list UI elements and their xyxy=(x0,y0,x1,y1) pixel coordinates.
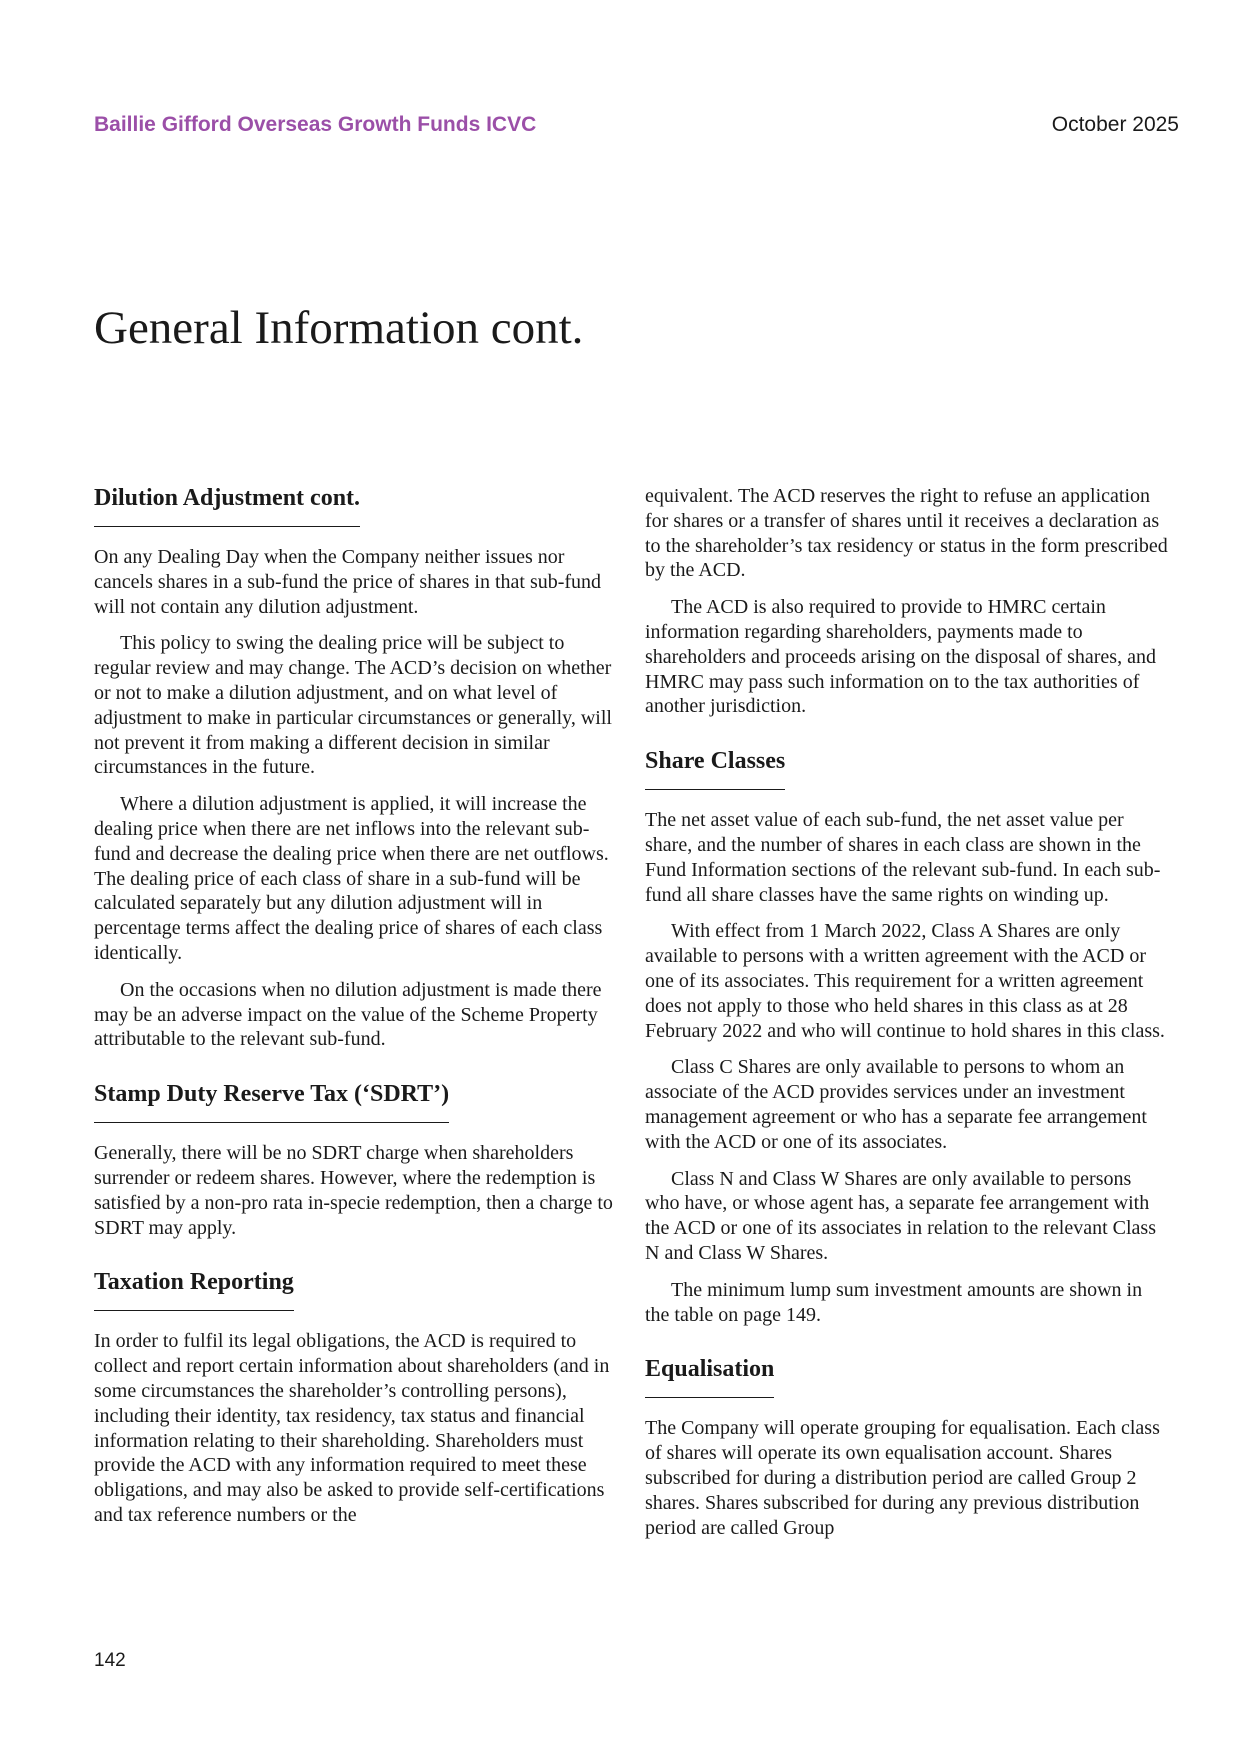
paragraph: equivalent. The ACD reserves the right to refuse an application for shares or a transfer of shares until it receives a declaration as to the shareholder’s tax residency or status in the form prescribed by the ACD. xyxy=(645,485,1168,582)
paragraph: On any Dealing Day when the Company neither issues nor cancels shares in a sub-fund the price of shares in that sub-fund will not contain any dilution adjustment. xyxy=(94,546,602,618)
right-column xyxy=(645,484,1170,1568)
paragraph: This policy to swing the dealing price will be subject to regular review and may change. The ACD’s decision on whether or not to make a dilution adjustment, and on what level of adjustment to make in particular circumstances or generally, will not prevent it from making a different decision in similar circumstances in the future. xyxy=(94,632,612,779)
paragraph: The Company will operate grouping for equalisation. Each class of shares will operate its own equalisation account. Shares subscribed for during a distribution period are called Group 2 shares. Shares subscribed for during any previous distribution period are called Group xyxy=(645,1417,1160,1539)
paragraph: On the occasions when no dilution adjustment is made there may be an adverse impact on the value of the Scheme Property attributable to the relevant sub-fund. xyxy=(94,978,602,1051)
paragraph: The minimum lump sum investment amounts are shown in the table on page 149. xyxy=(645,1278,1143,1326)
section-taxation-continued xyxy=(645,484,1170,719)
fund-name-header: Baillie Gifford Overseas Growth Funds ICVC xyxy=(94,113,537,136)
section-heading-taxation: Taxation Reporting xyxy=(94,1268,294,1311)
paragraph: Where a dilution adjustment is applied, it will increase the dealing price when there are net inflows into the relevant sub-fund and decrease the dealing price when there are net outflows. The dealing price of each class of share in a sub-fund will be calculated separately but any dilution adjustment will in percentage terms affect the dealing price of shares of each class identically. xyxy=(94,793,609,964)
paragraph: With effect from 1 March 2022, Class A Shares are only available to persons with a written agreement with the ACD or one of its associates. This requirement for a written agreement does not apply to those who held shares in this class as at 28 February 2022 and who will continue to hold shares in this class. xyxy=(645,920,1165,1042)
section-equalisation xyxy=(645,1355,1170,1540)
issue-date-header: October 2025 xyxy=(1051,113,1179,136)
section-sdrt xyxy=(94,1080,619,1240)
paragraph: The ACD is also required to provide to HMRC certain information regarding shareholders, payments made to shareholders and proceeds arising on the disposal of shares, and HMRC may pass such information on to the tax authorities of another jurisdiction. xyxy=(645,596,1156,718)
section-heading-share-classes: Share Classes xyxy=(645,747,785,790)
section-heading-equalisation: Equalisation xyxy=(645,1355,774,1398)
section-share-classes xyxy=(645,747,1170,1327)
section-heading-dilution: Dilution Adjustment cont. xyxy=(94,484,360,527)
paragraph: Class C Shares are only available to persons to whom an associate of the ACD provides services under an investment management agreement or who has a separate fee arrangement with the ACD or one of its associates. xyxy=(645,1056,1147,1153)
section-dilution-adjustment xyxy=(94,484,619,1052)
paragraph: Class N and Class W Shares are only available to persons who have, or whose agent has, a separate fee arrangement with the ACD or one of its associates in relation to the relevant Class N and Class W Shares. xyxy=(645,1167,1156,1264)
page-number: 142 xyxy=(94,1650,126,1671)
paragraph: In order to fulfil its legal obligations, the ACD is required to collect and report certain information about shareholders (and in some circumstances the shareholder’s controlling persons), including their identity, tax residency, tax status and financial information relating to their shareholding. Shareholders must provide the ACD with any information required to meet these obligations, and may also be asked to provide self-certifications and tax reference numbers or the xyxy=(94,1330,610,1526)
section-heading-sdrt: Stamp Duty Reserve Tax (‘SDRT’) xyxy=(94,1080,449,1123)
section-taxation-reporting xyxy=(94,1268,619,1527)
page-title: General Information cont. xyxy=(94,302,584,354)
paragraph: The net asset value of each sub-fund, the net asset value per share, and the number of shares in each class are shown in the Fund Information sections of the relevant sub-fund. In each sub-fund all share classes have the same rights on winding up. xyxy=(645,809,1161,906)
left-column xyxy=(94,484,619,1556)
paragraph: Generally, there will be no SDRT charge when shareholders surrender or redeem shares. However, where the redemption is satisfied by a non-pro rata in-specie redemption, then a charge to SDRT may apply. xyxy=(94,1142,613,1239)
